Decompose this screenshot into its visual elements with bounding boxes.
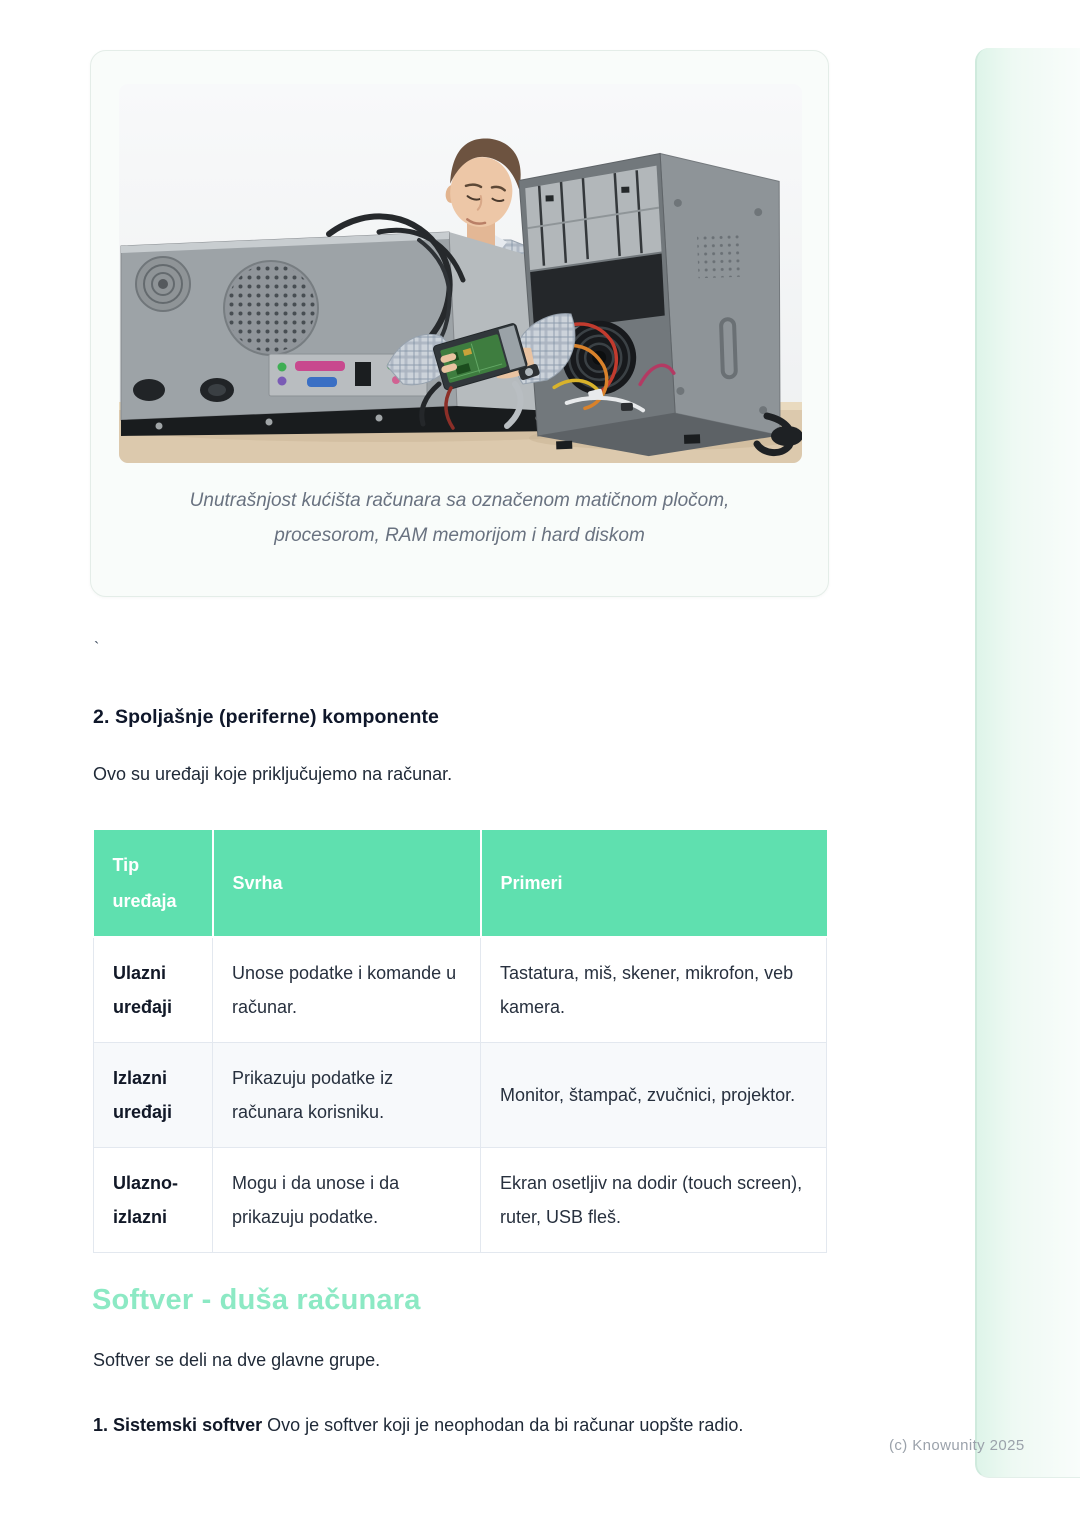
section-software-item1	[93, 1402, 826, 1448]
section-peripherals-intro: Ovo su uređaji koje priključujemo na računar.	[93, 764, 453, 784]
figure-card	[90, 50, 829, 597]
cell-svrha: Mogu i da unose i da prikazuju podatke.	[213, 1148, 481, 1253]
table-header-primeri: Primeri	[481, 829, 827, 937]
figure-caption-line2: procesorom, RAM memorijom i hard diskom	[274, 525, 645, 546]
cell-svrha: Unose podatke i komande u računar.	[213, 937, 481, 1043]
figure-caption	[91, 483, 828, 553]
section-software-heading: Softver - duša računara	[92, 1284, 421, 1316]
cell-primeri: Ekran osetljiv na dodir (touch screen), ruter, USB fleš.	[481, 1148, 827, 1253]
cell-tip: Izlazni uređaji	[94, 1043, 213, 1148]
table-row	[94, 937, 827, 1043]
section-software-item1-text: Ovo je softver koji je neophodan da bi računar uopšte radio.	[267, 1415, 744, 1435]
table-header-svrha: Svrha	[213, 829, 481, 937]
table-header-tip: Tip uređaja	[94, 829, 213, 937]
table-header-row	[94, 829, 827, 937]
section-software-item1-label: 1. Sistemski softver	[93, 1415, 263, 1435]
copyright-note: (c) Knowunity 2025	[889, 1437, 1025, 1454]
cell-svrha: Prikazuju podatke iz računara korisniku.	[213, 1043, 481, 1148]
cell-tip: Ulazni uređaji	[94, 937, 213, 1043]
section-software-intro: Softver se deli na dve glavne grupe.	[93, 1350, 381, 1370]
section-peripherals-heading: 2. Spoljašnje (periferne) komponente	[93, 706, 440, 728]
open-tower-case	[518, 149, 788, 460]
cell-tip: Ulazno-izlazni	[94, 1148, 213, 1253]
figure-caption-line1: Unutrašnjost kućišta računara sa označenom matičnom pločom,	[189, 490, 730, 511]
devices-table	[93, 828, 827, 1253]
table-row	[94, 1043, 827, 1148]
stray-backtick: `	[94, 640, 100, 657]
table-row	[94, 1148, 827, 1253]
cell-primeri: Tastatura, miš, skener, mikrofon, veb kamera.	[481, 937, 827, 1043]
figure-photo	[119, 84, 802, 463]
cell-primeri: Monitor, štampač, zvučnici, projektor.	[481, 1043, 827, 1148]
next-page-edge-strip	[975, 48, 1080, 1478]
computer-repair-photo-illustration	[119, 84, 802, 463]
